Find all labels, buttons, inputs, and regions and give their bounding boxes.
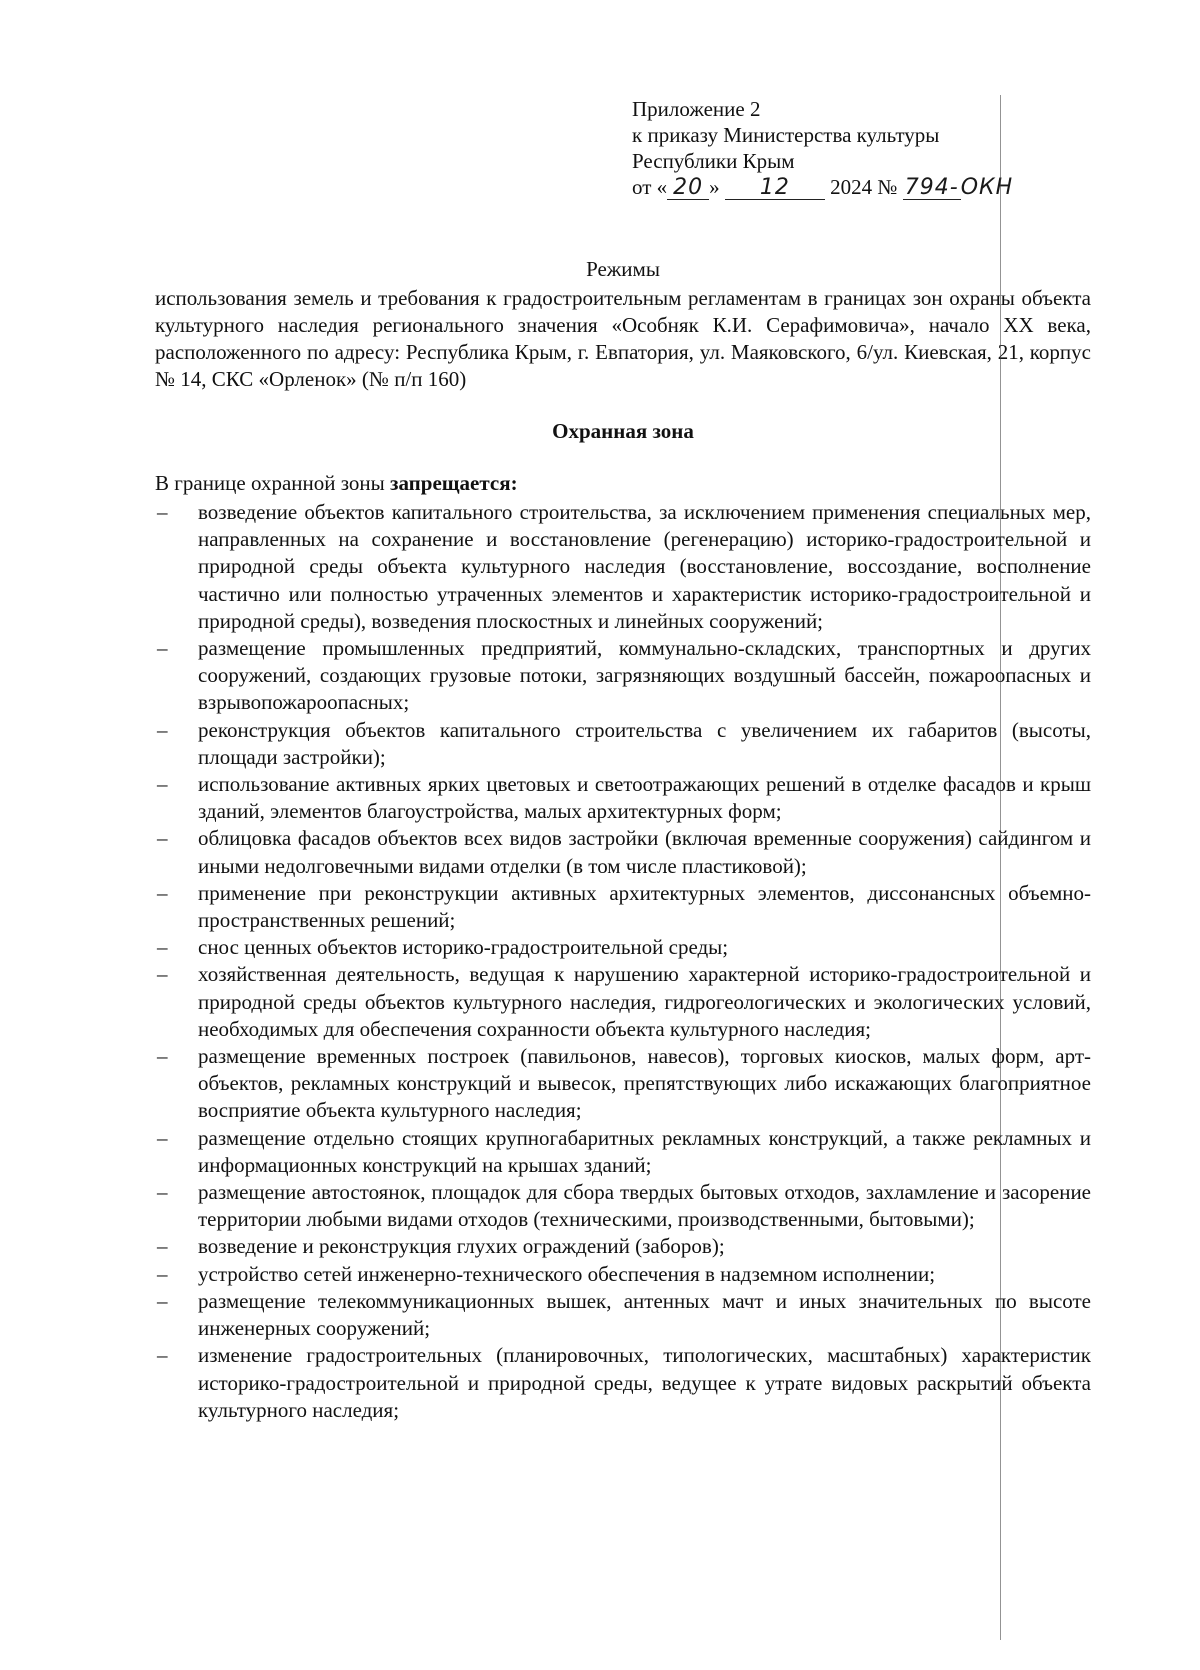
- list-marker: –: [157, 880, 168, 905]
- list-item: [155, 1288, 1091, 1342]
- list-item-text: применение при реконструкции активных архитектурных элементов, диссонансных объемно-пространственных решений;: [198, 880, 1091, 933]
- list-item-text: возведение объектов капитального строительства, за исключением применения специальных мер, направленных на сохранение и восстановление (регенерацию) историко-градостроительной и природной среды объекта культурного наследия (восстановление, воссоздание, восполнение частично или полностью утраченных элементов и характеристик историко-градостроительной и природной среды), возведения плоскостных и линейных сооружений;: [198, 500, 1091, 633]
- list-item-text: размещение автостоянок, площадок для сбора твердых бытовых отходов, захламление и засорение территории любыми видами отходов (техническими, производственными, бытовыми);: [198, 1180, 1091, 1232]
- zone-heading: Охранная зона: [552, 419, 694, 443]
- list-item-text: использование активных ярких цветовых и светоотражающих решений в отделке фасадов и крыш зданий, элементов благоустройства, малых архитектурных форм;: [198, 772, 1091, 824]
- list-item: [155, 499, 1091, 635]
- date-day: 20: [673, 175, 704, 200]
- list-item: [155, 1125, 1091, 1179]
- list-marker: –: [157, 1180, 168, 1205]
- list-marker: –: [157, 500, 168, 524]
- appendix-number: Приложение 2: [632, 97, 761, 121]
- list-marker: –: [157, 962, 168, 987]
- list-marker: –: [157, 935, 168, 960]
- list-item: [155, 825, 1091, 879]
- list-marker: –: [157, 826, 168, 851]
- list-item: [155, 1342, 1091, 1424]
- title-word: Режимы: [586, 257, 660, 281]
- list-marker: –: [157, 772, 168, 797]
- scan-fold-line: [1000, 95, 1001, 1640]
- intro-text: В границе охранной зоны: [155, 471, 391, 495]
- list-item-text: хозяйственная деятельность, ведущая к нарушению характерной историко-градостроительной и природной среды объектов культурного наследия, гидрогеологических и экологических условий, необходимых для обеспечения сохранности объекта культурного наследия;: [198, 962, 1091, 1041]
- list-item: [155, 1179, 1091, 1233]
- list-item-text: устройство сетей инженерно-технического обеспечения в надземном исполнении;: [198, 1261, 936, 1286]
- list-item-text: снос ценных объектов историко-градостроительной среды;: [198, 935, 729, 960]
- list-item-text: возведение и реконструкция глухих ограждений (заборов);: [198, 1234, 725, 1259]
- date-mid: »: [709, 175, 720, 199]
- list-item: [155, 1233, 1091, 1260]
- list-item-text: облицовка фасадов объектов всех видов застройки (включая временные сооружения) сайдингом и иными недолговечными видами отделки (в том числе пластиковой);: [198, 826, 1091, 878]
- list-marker: –: [157, 1044, 168, 1069]
- date-day-field: [667, 176, 709, 200]
- order-reference: к приказу Министерства культуры: [632, 123, 940, 147]
- order-number-field: [903, 176, 961, 200]
- order-date-line: [632, 174, 1092, 201]
- list-item: [155, 880, 1091, 934]
- document-title: [155, 256, 1091, 393]
- prohibitions-list: [155, 499, 1091, 1424]
- appendix-header: [632, 96, 1092, 201]
- list-item-text: реконструкция объектов капитального строительства с увеличением их габаритов (высоты, площади застройки);: [198, 717, 1091, 769]
- list-item: [155, 771, 1091, 825]
- list-marker: –: [157, 1125, 168, 1150]
- list-item: [155, 1261, 1091, 1288]
- list-marker: –: [157, 717, 168, 742]
- list-marker: –: [157, 1234, 168, 1259]
- list-item: [155, 1043, 1091, 1125]
- order-suffix: ОКН: [960, 175, 1014, 200]
- list-marker: –: [157, 1343, 168, 1368]
- date-prefix: от «: [632, 175, 668, 199]
- date-year: 2024 №: [830, 175, 898, 199]
- list-marker: –: [157, 636, 168, 661]
- list-item-text: размещение промышленных предприятий, коммунально-складских, транспортных и других сооружений, создающих грузовые потоки, загрязняющих воздушный бассейн, пожароопасных и взрывопожароопасных;: [198, 636, 1091, 715]
- list-item: [155, 635, 1091, 717]
- republic-name: Республики Крым: [632, 149, 795, 173]
- list-item-text: размещение временных построек (павильонов, навесов), торговых киосков, малых форм, арт-объектов, рекламных конструкций и вывесок, препятствующих либо искажающих благоприятное восприятие объекта культурного наследия;: [198, 1044, 1091, 1123]
- list-item: [155, 934, 1091, 961]
- list-item-text: размещение отдельно стоящих крупногабаритных рекламных конструкций, а также рекламных и информационных конструкций на крышах зданий;: [198, 1125, 1091, 1177]
- order-number: 794-: [904, 175, 959, 200]
- date-month: 12: [759, 175, 790, 200]
- list-item: [155, 717, 1091, 771]
- date-month-field: [725, 176, 825, 200]
- list-marker: –: [157, 1261, 168, 1286]
- list-marker: –: [157, 1288, 168, 1313]
- list-item-text: размещение телекоммуникационных вышек, антенных мачт и иных значительных по высоте инженерных сооружений;: [198, 1288, 1091, 1341]
- intro-bold: запрещается:: [390, 471, 518, 495]
- title-text: использования земель и требования к градостроительным регламентам в границах зон охраны объекта культурного наследия регионального значения «Особняк К.И. Серафимовича», начало XX века, расположенного по адресу: Республика Крым, г. Евпатория, ул. Маяковского, 6/ул. Киевская, 21, корпус № 14, СКС «Орленок» (№ п/п 160): [155, 286, 1091, 391]
- intro-line: [155, 470, 1091, 497]
- list-item-text: изменение градостроительных (планировочных, типологических, масштабных) характеристик историко-градостроительной и природной среды, ведущее к утрате видовых раскрытий объекта культурного наследия;: [198, 1343, 1091, 1422]
- list-item: [155, 961, 1091, 1043]
